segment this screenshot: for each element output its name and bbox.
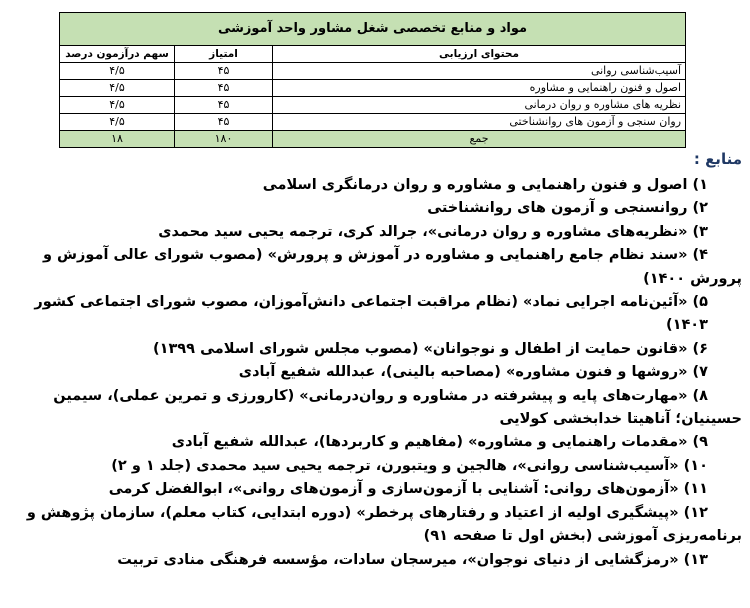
header-share: سهم درآزمون درصد: [60, 46, 175, 63]
references-title: منابع :: [693, 150, 742, 168]
total-score: ۱۸۰: [175, 131, 273, 148]
reference-item: ۱۰) «آسیب‌شناسی روانی»، هالجین و ویتبورن، ترجمه یحیی سید محمدی (جلد ۱ و ۲): [111, 457, 708, 474]
total-label: جمع: [273, 131, 686, 148]
reference-item: ۱) اصول و فنون راهنمایی و مشاوره و روان درمانگری اسلامی: [262, 177, 708, 193]
row-score: ۴۵: [175, 63, 273, 80]
reference-item: ۸) «مهارت‌های پایه و پیشرفته در مشاوره و روان‌درمانی» (کارورزی و تمرین عملی)، سیمین حسینیان؛ آناهیتا خدابخشی کولایی: [53, 387, 742, 428]
reference-item: ۲) روانسنجی و آزمون های روانشناختی: [427, 200, 708, 217]
row-score: ۴۵: [175, 80, 273, 97]
total-share: ۱۸: [60, 131, 175, 148]
table-row: [60, 63, 686, 80]
row-share: ۴/۵: [60, 114, 175, 131]
table-row: [60, 80, 686, 97]
reference-item: ۵) «آئین‌نامه اجرایی نماد» (نظام مراقبت اجتماعی دانش‌آموزان، مصوب شورای اجتماعی کشور ۱۴۰۳): [34, 294, 708, 334]
references-list: [12, 174, 742, 572]
reference-item: ۳) «نظریه‌های مشاوره و روان درمانی»، جرالد کری، ترجمه یحیی سید محمدی: [158, 223, 708, 240]
table-header-row: [60, 46, 686, 63]
reference-item: ۶) «قانون حمایت از اطفال و نوجوانان» (مصوب مجلس شورای اسلامی ۱۳۹۹): [152, 340, 708, 357]
header-content: محتوای ارزیابی: [273, 46, 686, 63]
row-share: ۴/۵: [60, 80, 175, 97]
row-score: ۴۵: [175, 97, 273, 114]
reference-item: ۹) «مقدمات راهنمایی و مشاوره» (مفاهیم و کاربردها)، عبدالله شفیع آبادی: [171, 434, 708, 451]
reference-item: ۴) «سند نظام جامع راهنمایی و مشاوره در آموزش و پرورش» (مصوب شورای عالی آموزش و پرورش ۱۴۰۰): [42, 247, 742, 287]
table-total-row: [60, 131, 686, 148]
table-title: مواد و منابع تخصصی شغل مشاور واحد آموزشی: [60, 13, 686, 46]
row-score: ۴۵: [175, 114, 273, 131]
row-content: نظریه های مشاوره و روان درمانی: [273, 97, 686, 114]
reference-item: ۷) «روشها و فنون مشاوره» (مصاحبه بالینی)، عبدالله شفیع آبادی: [238, 364, 708, 381]
reference-item: ۱۲) «پیشگیری اولیه از اعتیاد و رفتارهای پرخطر» (دوره ابتدایی، کتاب معلم)، سازمان پژوهش و برنامه‌ریزی آموزشی (بخش اول تا صفحه ۹۱): [26, 504, 742, 545]
reference-item: ۱۳) «رمزگشایی از دنیای نوجوان»، میرسجان سادات، مؤسسه فرهنگی منادی تربیت: [117, 551, 708, 568]
table-row: [60, 114, 686, 131]
row-share: ۴/۵: [60, 63, 175, 80]
reference-item: ۱۱) «آزمون‌های روانی: آشنایی با آزمون‌سازی و آزمون‌های روانی»، ابوالفضل کرمی: [108, 481, 708, 498]
header-score: امتیاز: [175, 46, 273, 63]
exam-sources-table: [59, 12, 686, 148]
row-content: روان سنجی و آزمون های روانشناختی: [273, 114, 686, 131]
row-share: ۴/۵: [60, 97, 175, 114]
row-content: آسیب‌شناسی روانی: [273, 63, 686, 80]
table-title-row: [60, 13, 686, 46]
table-row: [60, 97, 686, 114]
row-content: اصول و فنون راهنمایی و مشاوره: [273, 80, 686, 97]
